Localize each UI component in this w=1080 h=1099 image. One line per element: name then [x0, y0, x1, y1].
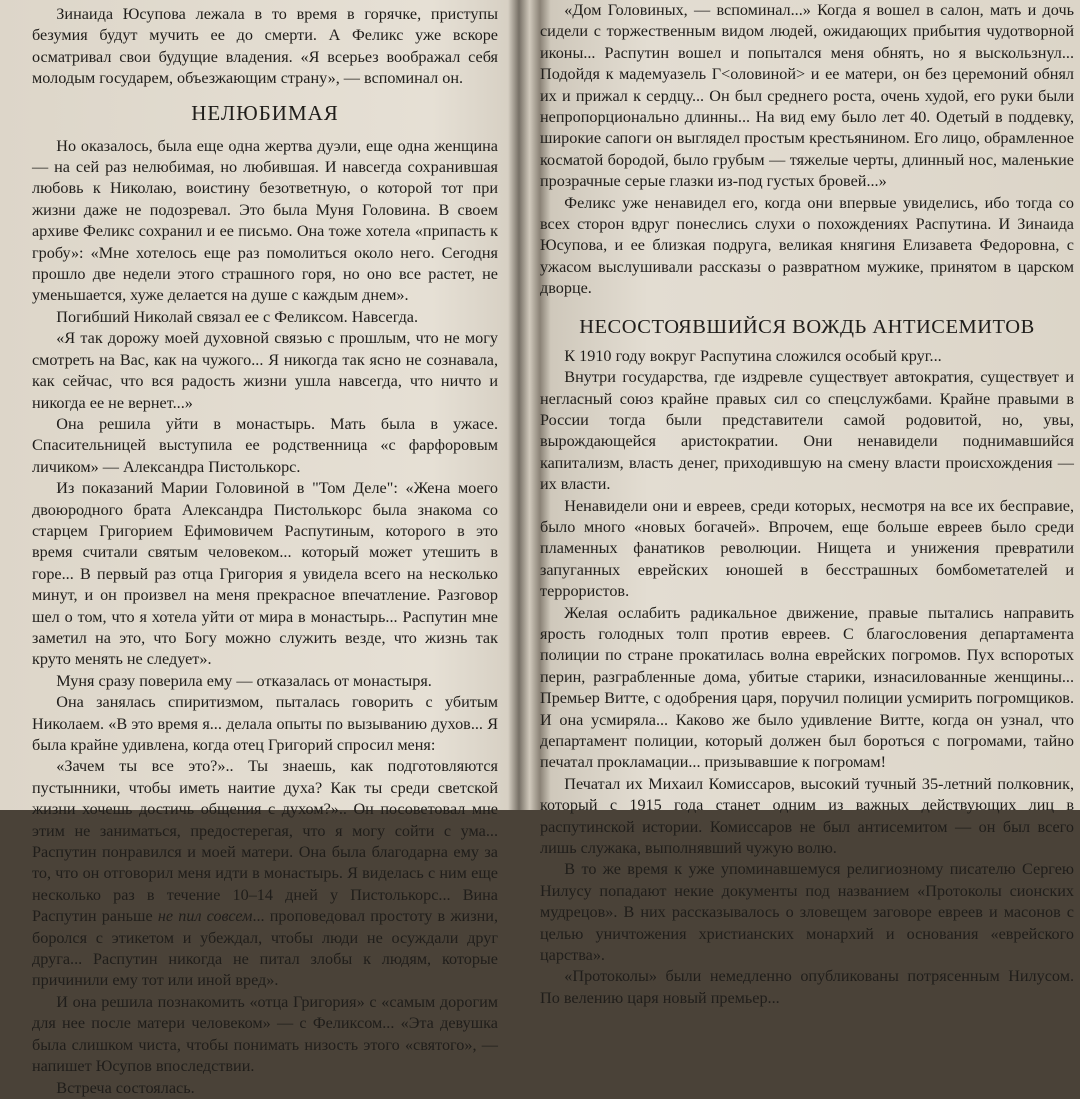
- left-paragraph-7: Она занялась спиритизмом, пыталась говорить с убитым Николаем. «В это время я... делала опыты по вызыванию духов... Я была крайне удивлена, когда отец Григорий спросил меня:: [32, 693, 498, 754]
- right-paragraph-4: Внутри государства, где издревле существует автократия, существует и негласный союз крайне правых сил со спецслужбами. Крайне правыми в России тогда были представители самой родовитой, но, увы, вырождающейся аристократии. Они ненавидели поднимавшийся капитализм, власть денег, приходившую на смену власти происхождения — их власти.: [540, 368, 1074, 494]
- right-paragraph-8: В то же время к уже упоминавшемуся религиозному писателю Сергею Нилусу попадают некие документы под названием «Протоколы сионских мудрецов». В них рассказывалось о зловещем заговоре евреев и масонов с целью уничтожения христианских монархий и основания «еврейского царства».: [540, 860, 1074, 965]
- left-paragraph-2: Погибший Николай связал ее с Феликсом. Навсегда.: [56, 307, 419, 326]
- right-paragraph-2: Феликс уже ненавидел его, когда они впервые увиделись, ибо тогда со всех сторон вдруг понеслись слухи о похождениях Распутина. И Зинаида Юсупова, и ее близкая подруга, великая княгиня Елизавета Федоровна, с ужасом выслушивали рассказы о развратном мужике, принятом в царском дворце.: [540, 193, 1074, 298]
- left-paragraph-3: «Я так дорожу моей духовной связью с прошлым, что не могу смотреть на Вас, как на чужого... Я никогда так ясно не сознавала, как сейчас, что вся радость жизни ушла навсегда, что ничто и никогда ее не вернет...»: [32, 329, 498, 412]
- left-page-intro-paragraph: Зинаида Юсупова лежала в то время в горячке, приступы безумия будут мучить ее до смерти. А Феликс уже вскоре осматривал свои будущие владения. «Я всерьез воображал себя молодым государем, объезжающим страну», — вспоминал он.: [32, 5, 498, 88]
- left-paragraph-8-part-a: «Зачем ты все это?».. Ты знаешь, как подготовляются пустынники, чтобы иметь наитие духа? Как ты среди светской жизни хочешь достичь общения с духом?».. Он посоветовал мне этим не заниматься, предостерегая, что я могу сойти с ума... Распутин понравился и моей матери. Она была благодарна ему за то, что он отговорил меня идти в монастырь. Я виделась с ним еще несколько раз в течение 10–14 дней у Пистолькорс... Вина Распутин раньше: [32, 757, 498, 926]
- left-paragraph-4: Она решила уйти в монастырь. Мать была в ужасе. Спасительницей выступила ее родственница «с фарфоровым личиком» — Александра Пистолькорс.: [32, 414, 498, 476]
- right-paragraph-7: Печатал их Михаил Комиссаров, высокий тучный 35-летний полковник, который с 1915 года станет одним из важных действующих лиц в распутинской истории. Комиссаров не был антисемитом — он был всего лишь служака, выполнявший чужую волю.: [540, 774, 1074, 858]
- right-paragraph-9: «Протоколы» были немедленно опубликованы потрясенным Нилусом. По велению царя новый премьер...: [540, 967, 1074, 1007]
- left-paragraph-8-part-b: ... проповедовал простоту в жизни, боролся с этикетом и убеждал, чтобы люди не осуждали друг друга... Распутин никогда не питал злобы к людям, которые причинили ему тот или иной вред».: [32, 907, 498, 990]
- chapter-heading-antisemites: НЕСОСТОЯВШИЙСЯ ВОЖДЬ АНТИСЕМИТОВ: [579, 315, 1035, 338]
- left-paragraph-1: Но оказалось, была еще одна жертва дуэли, еще одна женщина — на сей раз нелюбимая, но любившая. И навсегда сохранившая любовь к Николаю, воистину безответную, о которой тот при жизни даже не подозревал. Это была Муня Головина. В своем архиве Феликс сохранил и ее письмо. Она тоже хотела «припасть к гробу»: «Мне хотелось еще раз помолиться около него. Сегодня прошло две недели этого страшного горя, но оно все растет, не уменьшается, хуже делается на душе с каждым днем».: [32, 136, 498, 305]
- right-paragraph-5: Ненавидели они и евреев, среди которых, несмотря на все их бесправие, было много «новых богачей». Впрочем, еще больше евреев было среди пламенных фанатиков революции. Нищета и унижения превратили запуганных еврейских юношей в бесстрашных бомбометателей и террористов.: [540, 496, 1074, 601]
- left-paragraph-8-italic: не пил совсем: [157, 907, 253, 926]
- right-page: [524, 0, 1080, 1007]
- right-paragraph-1: «Дом Головиных, — вспоминал...» Когда я вошел в салон, мать и дочь сидели с торжественным видом людей, ожидающих прибытия чудотворной иконы... Распутин вошел и попытался меня обнять, но я выскользнул... Подойдя к мадемуазель Г<оловиной> и ее матери, он без церемоний обнял их и прижал к сердцу... Он был среднего роста, очень худой, его руки были непропорционально длинны... На вид ему было лет 40. Одетый в поддевку, широкие сапоги он выглядел простым крестьянином. Его лицо, обрамленное косматой бородой, было грубым — тяжелые черты, длинный нос, маленькие прозрачные серые глазки из-под густых бровей...»: [540, 1, 1074, 191]
- left-paragraph-9: И она решила познакомить «отца Григория» с «самым дорогим для нее после матери человеком» — с Феликсом... «Эта девушка была слишком чиста, чтобы понимать низость этого «святого», — напишет Юсупов впоследствии.: [32, 992, 498, 1076]
- left-page: [0, 0, 512, 1097]
- left-paragraph-6: Муня сразу поверила ему — отказалась от монастыря.: [56, 671, 432, 690]
- left-paragraph-10: Встреча состоялась.: [56, 1078, 195, 1097]
- right-paragraph-6: Желая ослабить радикальное движение, правые пытались направить ярость голодных толп против евреев. С благословения департамента полиции по стране прокатилась волна еврейских погромов. Пух вспоротых перин, разграбленные дома, убитые старики, изнасилованные женщины... Премьер Витте, с одобрения царя, поручил полиции усмирить погромщиков. И она усмиряла... Каково же было удивление Витте, когда он узнал, что департамент полиции, который должен был бороться с погромами, тайно печатал прокламации... призывавшие к погромам!: [540, 603, 1074, 772]
- right-paragraph-3: К 1910 году вокруг Распутина сложился особый круг...: [564, 346, 942, 365]
- left-paragraph-5: Из показаний Марии Головиной в "Том Деле": «Жена моего двоюродного брата Александра Пистолькорс была знакома со старцем Григорием Ефимовичем Распутиным, которого в это время считали святым человеком... который может утешить в горе... В первый раз отца Григория я увидела всего на несколько минут, и он произвел на меня прекрасное впечатление. Разговор шел о том, что я хотела уйти от мира в монастырь... Распутин мне заметил на это, что Богу можно служить везде, что жизнь так круто менять не следует».: [32, 479, 498, 669]
- chapter-heading-nelyubimaya: НЕЛЮБИМАЯ: [191, 100, 339, 125]
- left-paragraph-8: [32, 756, 498, 991]
